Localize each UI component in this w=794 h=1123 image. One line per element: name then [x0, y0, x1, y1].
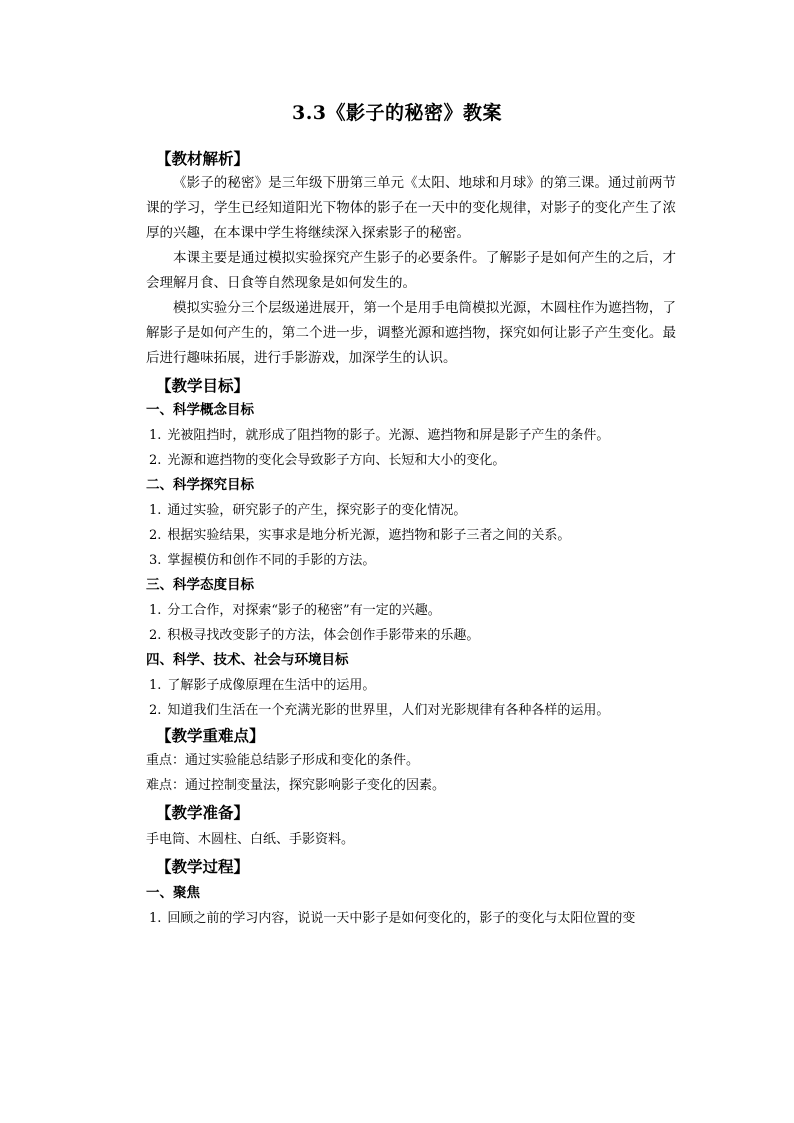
keypoint-difficulty: 难点：通过控制变量法，探究影响影子变化的因素。 — [146, 778, 446, 793]
list-item: 2. 根据实验结果，实事求是地分析光源，遮挡物和影子三者之间的关系。 — [149, 528, 571, 543]
keypoint-focus: 重点：通过实验能总结影子形成和变化的条件。 — [146, 753, 420, 768]
list-item: 1. 回顾之前的学习内容，说说一天中影子是如何变化的，影子的变化与太阳位置的变 — [149, 911, 636, 926]
analysis-paragraph-1: 《影子的秘密》是三年级下册第三单元《太阳、地球和月球》的第三课。通过前两节课的学习，学生已经知道阳光下物体的影子在一天中的变化规律，对影子的变化产生了浓厚的兴趣，在本课中学生将继续深入探索影子的秘密。 — [146, 175, 676, 241]
prep-materials: 手电筒、木圆柱、白纸、手影资料。 — [146, 832, 355, 847]
document-body — [146, 146, 676, 931]
goal-inquiry-title: 二、科学探究目标 — [146, 477, 254, 493]
section-heading-analysis: 【教材解析】 — [156, 149, 250, 168]
page-title: 3.3《影子的秘密》教案 — [291, 102, 503, 124]
list-item: 3. 掌握模仿和创作不同的手影的方法。 — [149, 553, 376, 568]
list-item: 2. 光源和遮挡物的变化会导致影子方向、长短和大小的变化。 — [149, 453, 506, 468]
list-item: 2. 知道我们生活在一个充满光影的世界里，人们对光影规律有各种各样的运用。 — [149, 703, 610, 718]
section-heading-process: 【教学过程】 — [156, 857, 250, 876]
section-heading-keypoints: 【教学重难点】 — [156, 726, 265, 745]
analysis-paragraph-2: 本课主要是通过模拟实验探究产生影子的必要条件。了解影子是如何产生的之后，才会理解月食、日食等自然现象是如何发生的。 — [146, 250, 676, 291]
analysis-paragraph-3: 模拟实验分三个层级递进展开，第一个是用手电筒模拟光源，木圆柱作为遮挡物，了解影子是如何产生的，第二个进一步，调整光源和遮挡物，探究如何让影子产生变化。最后进行趣味拓展，进行手影游戏，加深学生的认识。 — [146, 300, 676, 366]
list-item: 1. 了解影子成像原理在生活中的运用。 — [149, 678, 376, 693]
goal-stse-title: 四、科学、技术、社会与环境目标 — [146, 652, 349, 668]
list-item: 1. 分工合作，对探索“影子的秘密”有一定的兴趣。 — [149, 603, 441, 618]
list-item: 2. 积极寻找改变影子的方法，体会创作手影带来的乐趣。 — [149, 628, 480, 643]
section-heading-goals: 【教学目标】 — [156, 376, 250, 395]
section-heading-prep: 【教学准备】 — [156, 803, 250, 822]
goal-concept-title: 一、科学概念目标 — [146, 402, 254, 418]
process-focus-title: 一、聚焦 — [146, 885, 200, 901]
goal-attitude-title: 三、科学态度目标 — [146, 577, 254, 593]
list-item: 1. 光被阻挡时，就形成了阻挡物的影子。光源、遮挡物和屏是影子产生的条件。 — [149, 428, 610, 443]
list-item: 1. 通过实验，研究影子的产生，探究影子的变化情况。 — [149, 503, 467, 518]
